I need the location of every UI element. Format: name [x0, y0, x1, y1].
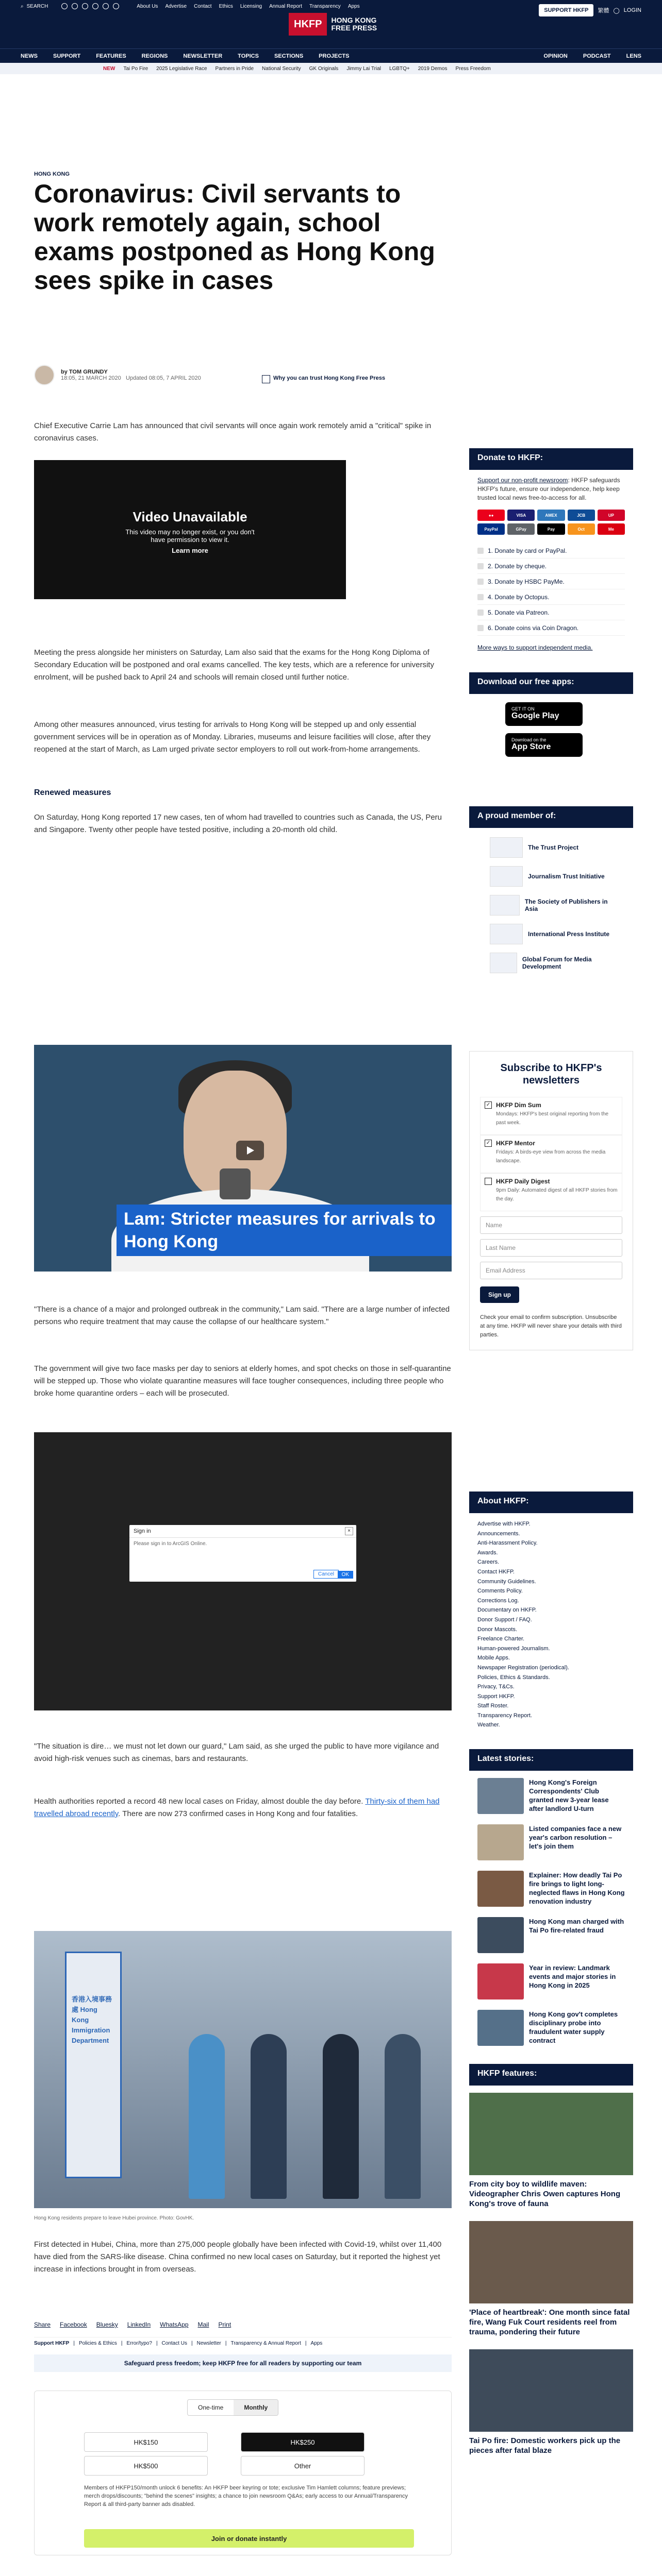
updated-date: Updated 08:05, 7 APRIL 2020 [125, 375, 201, 381]
amount-option[interactable]: HK$500 [84, 2456, 208, 2476]
trending-item[interactable]: Press Freedom [455, 65, 491, 72]
paragraph: The government will give two face masks per day to seniors at elderly homes, and spot checks on those in self-quarantine will be stepped up. Those who violate quarantine measures will face tougher consequences, including three people who broke home quarantine orders – each will be prosecuted. [34, 1364, 451, 1398]
story-item[interactable]: Listed companies face a new year's carbon resolution – let's join them [477, 1824, 625, 1871]
donate-widget: Donate to HKFP: Support our non-profit newsroom: HKFP safeguards HKFP's future, ensure our independence, help keep trusted local news free-to-access for all. ●● VISA AMEX JCB UP PayPal GPay Pay Oct Me 1. Donate by card or PayPal. 2. Donate by cheque. 3. Donate by HSBC PayMe. 4. Donate by Octopus. 5. Donate via Patreon. 6. Donate coins via Coin Dragon. More ways to support independent media. [469, 448, 633, 658]
trending-item[interactable]: 2019 Demos [418, 65, 448, 72]
monthly-option[interactable]: Monthly [234, 2400, 278, 2415]
instagram-icon[interactable] [82, 3, 88, 9]
share-bluesky[interactable]: Bluesky [96, 2321, 118, 2328]
member-org[interactable]: The Society of Publishers in Asia [490, 891, 613, 920]
sopa-logo [490, 895, 520, 916]
licensing-link[interactable]: Licensing [240, 3, 262, 9]
newsletter-title: Subscribe to HKFP's newsletters [500, 1062, 602, 1086]
about-item[interactable]: Corrections Log. [477, 1597, 519, 1604]
cancel-button[interactable]: Cancel [313, 1570, 339, 1579]
donation-method[interactable]: 3. Donate by HSBC PayMe. [477, 574, 625, 589]
email-icon[interactable] [113, 3, 119, 9]
annual-report-link[interactable]: Annual Report [269, 3, 303, 9]
proud-member-widget: A proud member of: The Trust Project Journalism Trust Initiative The Society of Publishers in Asia International Press Institute Global Forum for Media Development [469, 806, 633, 982]
error-link[interactable]: Error/typo? [126, 2341, 152, 2346]
about-item[interactable]: Anti-Harassment Policy. [477, 1540, 538, 1547]
site-header [0, 7, 662, 48]
latest-widget: Latest stories: Hong Kong's Foreign Correspondents' Club granted new 3-year lease after landlord U-turn Listed companies face a new year's carbon resolution – let's join them Explainer: How deadly Tai Po fire brings to light long-neglected flaws in Hong Kong renovation industry Hong Kong man charged with Tai Po fire-related fraud Year in review: Landmark events and major stories in Hong Kong in 2025 Hong Kong gov't completes disciplinary probe into fraudulent water supply contract [469, 1749, 633, 2063]
nav-lens[interactable]: LENS [626, 53, 641, 59]
apps-widget: Download our free apps: GET IT ON Google Play Download on the App Store [469, 672, 633, 765]
sign-in-dialog: Sign in × Please sign in to ArcGIS Online. Cancel OK [129, 1525, 356, 1582]
share-label: Share [34, 2321, 51, 2328]
policies-link[interactable]: Policies & Ethics [78, 2341, 117, 2346]
paragraph: "The situation is dire… we must not let down our guard," Lam said, as she urged the public to have more vigilance and avoid high-risk venues such as cinemas, bars and restaurants. [34, 1742, 439, 1763]
trending-item[interactable]: GK Originals [309, 65, 339, 72]
language-link[interactable]: 繁體 [598, 8, 609, 14]
about-item[interactable]: Community Guidelines. [477, 1578, 536, 1585]
about-item[interactable]: Announcements. [477, 1530, 520, 1537]
transparency-report-link[interactable]: Transparency & Annual Report [230, 2341, 301, 2346]
frequency-toggle [187, 2399, 278, 2416]
trending-item[interactable]: Partners in Pride [215, 65, 254, 72]
trending-bar [0, 63, 662, 74]
app-store-badge[interactable]: Download on the App Store [505, 733, 583, 757]
immigration-banner: 香港入境事務處 Hong Kong Immigration Department [65, 1952, 122, 2178]
nav-news[interactable]: NEWS [21, 53, 38, 59]
close-icon[interactable]: × [345, 1527, 353, 1535]
share-whatsapp[interactable]: WhatsApp [160, 2321, 189, 2328]
nav-support[interactable]: SUPPORT [53, 53, 81, 59]
advertise-link[interactable]: Advertise [165, 3, 187, 9]
paragraph: Meeting the press alongside her ministers on Saturday, Lam also said that the exams for the Hong Kong Diploma of Secondary Education will be postponed and oral exams cancelled. The key tests, which are a reference for university enrolment, will be pushed back to April 24 and schools will remain closed until further notice. [34, 648, 434, 682]
about-item[interactable]: Contact HKFP. [477, 1568, 515, 1575]
jti-logo [490, 866, 523, 887]
newsletter-option[interactable]: ✓ HKFP Mentor Fridays: A birds-eye view from across the media landscape. [480, 1135, 622, 1173]
about-item[interactable]: Mobile Apps. [477, 1655, 510, 1662]
donate-title: Donate to HKFP: [469, 448, 633, 470]
youtube-icon[interactable] [92, 3, 98, 9]
coin-icon [477, 625, 484, 631]
about-item[interactable]: Donor Mascots. [477, 1626, 518, 1633]
paragraph: Chief Executive Carrie Lam has announced that civil servants will once again work remotely amid a "critical" spike in coronavirus cases. [34, 421, 432, 443]
about-item[interactable]: Donor Support / FAQ. [477, 1616, 532, 1623]
about-item[interactable]: Freelance Charter. [477, 1636, 525, 1642]
newsletter-note: Check your email to confirm subscription. Unsubscribe at any time. HKFP will never share your details with third parties. [480, 1314, 622, 1338]
donate-link[interactable]: Support our non-profit newsroom [477, 477, 568, 484]
author-link[interactable]: by TOM GRUNDY [61, 369, 108, 375]
play-icon[interactable] [236, 1141, 264, 1160]
article-photo [34, 1931, 452, 2208]
paragraph: Among other measures announced, virus testing for arrivals to Hong Kong will be stepped up and only essential government services will be in operation as of Monday. Libraries, museums and leisure facilities will close, after they reopened at the start of March, as Lam urged private sector employers to roll out work-from-home arrangements. [34, 720, 431, 754]
about-item[interactable]: Policies, Ethics & Standards. [477, 1674, 550, 1681]
checkbox[interactable] [485, 1178, 492, 1185]
search-icon: ⌕ [21, 3, 24, 9]
trending-label: NEW [103, 65, 115, 72]
gfmd-logo [490, 953, 517, 973]
threads-icon[interactable] [103, 3, 109, 9]
trust-project-logo [490, 837, 523, 858]
video-embed[interactable]: Video Unavailable This video may no longer exist, or you don't have permission to view it. Learn more [34, 460, 346, 599]
share-facebook[interactable]: Facebook [60, 2321, 87, 2328]
paragraph: First detected in Hubei, China, more than 275,000 people globally have been infected with Covid-19, whilst over 11,400 have died from the SARS-like disease. China confirmed no new local cases on Saturday, but it reported the highest yet increase in infections brought in from overseas. [34, 2240, 442, 2274]
about-item[interactable]: Human-powered Journalism. [477, 1645, 550, 1652]
newsletter-widget [469, 1051, 633, 1350]
name-input[interactable]: Name [480, 1216, 622, 1234]
article-title: Coronavirus: Civil servants to work remotely again, school exams postponed as Hong Kong sees spike in cases [34, 179, 435, 295]
about-link[interactable]: About Us [137, 3, 158, 9]
sign-up-button[interactable]: Sign up [480, 1286, 519, 1303]
about-item[interactable]: Careers. [477, 1559, 500, 1566]
logo-mark: HKFP [289, 13, 327, 36]
member-org[interactable]: International Press Institute [490, 920, 613, 948]
contact-us-link[interactable]: Contact Us [161, 2341, 188, 2346]
trending-item[interactable]: LGBTQ+ [389, 65, 410, 72]
donation-form [34, 2391, 452, 2555]
member-org[interactable]: Global Forum for Media Development [490, 948, 613, 977]
trending-item[interactable]: 2025 Legislative Race [156, 65, 207, 72]
ok-button[interactable]: OK [338, 1571, 353, 1579]
login-link[interactable]: LOGIN [623, 7, 641, 13]
apps-link[interactable]: Apps [347, 3, 360, 9]
paragraph: On Saturday, Hong Kong reported 17 new cases, ten of whom had travelled to countries such as Canada, the US, Peru and Singapore. Twenty other people have tested positive, including a 20-month old child. [34, 813, 442, 834]
donation-method[interactable]: 2. Donate by cheque. [477, 558, 625, 574]
payme-icon [477, 579, 484, 585]
learn-more-link[interactable]: Learn more [172, 547, 208, 554]
google-play-badge[interactable]: GET IT ON Google Play [505, 702, 583, 726]
about-item[interactable]: Weather. [477, 1722, 500, 1728]
donation-methods [477, 543, 625, 636]
about-item[interactable]: Newspaper Registration (periodical). [477, 1664, 569, 1671]
checkbox[interactable]: ✓ [485, 1101, 492, 1109]
about-item[interactable]: Support HKFP. [477, 1693, 515, 1700]
about-item[interactable]: Transparency Report. [477, 1712, 532, 1719]
youtube-embed[interactable] [34, 1045, 452, 1272]
nav-sections[interactable]: SECTIONS [274, 53, 304, 59]
member-org[interactable]: Journalism Trust Initiative [490, 862, 613, 891]
nav-topics[interactable]: TOPICS [238, 53, 259, 59]
trust-link[interactable]: Why you can trust Hong Kong Free Press [262, 375, 385, 383]
nav-newsletter[interactable]: NEWSLETTER [183, 53, 223, 59]
facebook-icon[interactable] [72, 3, 78, 9]
about-item[interactable]: Advertise with HKFP. [477, 1521, 531, 1527]
x-icon[interactable] [61, 3, 68, 9]
member-org[interactable]: The Trust Project [490, 833, 613, 862]
feature-item[interactable]: 'Place of heartbreak': One month since fatal fire, Wang Fuk Court residents reel from trauma, pondering their future [469, 2221, 633, 2337]
article-category[interactable]: HONG KONG [34, 171, 70, 177]
subheading: Renewed measures [34, 788, 111, 797]
share-print[interactable]: Print [218, 2321, 231, 2328]
nav-projects[interactable]: PROJECTS [319, 53, 350, 59]
trending-item[interactable]: Tai Po Fire [123, 65, 148, 72]
paragraph: "There is a chance of a major and prolonged outbreak in the community," Lam said. "There are a large number of infected persons who require treatment that may cause the collapse of our healthcare system." [34, 1305, 450, 1326]
about-item[interactable]: Awards. [477, 1549, 498, 1556]
about-widget: About HKFP: Advertise with HKFP. Announcements. Anti-Harassment Policy. Awards. Careers. Contact HKFP. Community Guidelines. Comments Policy. Corrections Log. Documentary on HKFP. Donor Support / FAQ. Donor Mascots. Freelance Charter. Human-powered Journalism. Mobile Apps. Newspaper Registration (periodical). Policies, Ethics & Standards. Privacy, T&Cs. Support HKFP. Staff Roster. Transparency Report. Weather. [469, 1492, 633, 1736]
video-caption: Lam: Stricter measures for arrivals to Hong Kong [117, 1205, 452, 1256]
story-item[interactable]: Hong Kong's Foreign Correspondents' Club granted new 3-year lease after landlord U-turn [477, 1778, 625, 1824]
donate-banner[interactable]: Safeguard press freedom; keep HKFP free for all readers by supporting our team [34, 2354, 452, 2372]
ipi-logo [490, 924, 523, 944]
nav-podcast[interactable]: PODCAST [583, 53, 611, 59]
trending-item[interactable]: National Security [262, 65, 301, 72]
about-item[interactable]: Comments Policy. [477, 1588, 523, 1595]
story-item[interactable]: Year in review: Landmark events and major stories in Hong Kong in 2025 [477, 1963, 625, 2010]
logo-text: HONG KONG FREE PRESS [331, 16, 377, 32]
last-name-input[interactable]: Last Name [480, 1239, 622, 1257]
share-linkedin[interactable]: LinkedIn [127, 2321, 151, 2328]
footer-links: Support HKFP | Policies & Ethics | Error/typo? | Contact Us | Newsletter | Transparency & Annual Report | Apps [34, 2337, 452, 2346]
share-mail[interactable]: Mail [197, 2321, 209, 2328]
card-logos: ●● VISA AMEX JCB UP PayPal GPay Pay Oct Me [477, 510, 625, 535]
header-actions [539, 4, 641, 16]
ethics-link[interactable]: Ethics [219, 3, 233, 9]
about-item[interactable]: Documentary on HKFP. [477, 1607, 537, 1614]
donation-method[interactable]: 4. Donate by Octopus. [477, 589, 625, 605]
newsletter-option[interactable]: ✓ HKFP Dim Sum Mondays: HKFP's best original reporting from the past week. [480, 1097, 622, 1135]
trending-item[interactable]: Jimmy Lai Trial [346, 65, 381, 72]
author-avatar [34, 365, 55, 385]
site-logo[interactable] [289, 0, 377, 48]
nav-opinion[interactable]: OPINION [543, 53, 568, 59]
byline [34, 365, 201, 385]
octopus-icon [477, 594, 484, 600]
donation-method[interactable]: 5. Donate via Patreon. [477, 605, 625, 620]
amount-option-selected[interactable]: HK$250 [241, 2432, 365, 2452]
inline-link[interactable]: Thirty-six of them had travelled abroad recently [34, 1797, 440, 1818]
patreon-icon [477, 609, 484, 616]
features-widget: HKFP features: From city boy to wildlife maven: Videographer Chris Owen captures Hong Kong's trove of fauna 'Place of heartbreak': One month since fatal fire, Wang Fuk Court residents reel from trauma, pondering their future Tai Po fire: Domestic workers pick up the pieces after fatal blaze [469, 2064, 633, 2463]
trust-icon [262, 375, 270, 383]
map-embed [34, 1432, 452, 1710]
social-icons [61, 3, 119, 9]
user-icon[interactable]: ◯ [613, 7, 620, 14]
story-item[interactable]: Hong Kong man charged with Tai Po fire-related fraud [477, 1917, 625, 1963]
about-item[interactable]: Staff Roster. [477, 1703, 509, 1709]
amount-option[interactable]: HK$150 [84, 2432, 208, 2452]
about-list [469, 1513, 633, 1736]
newsletter-link[interactable]: Newsletter [196, 2341, 221, 2346]
transparency-link[interactable]: Transparency [309, 3, 341, 9]
story-item[interactable]: Hong Kong gov't completes disciplinary probe into fraudulent water supply contract [477, 2010, 625, 2056]
newsletter-option[interactable]: HKFP Daily Digest 9pm Daily: Automated digest of all HKFP stories from the day. [480, 1173, 622, 1211]
more-ways-link[interactable]: More ways to support independent media. [477, 644, 593, 651]
story-item[interactable]: Explainer: How deadly Tai Po fire brings to light long-neglected flaws in Hong Kong renovation industry [477, 1871, 625, 1917]
contact-link[interactable]: Contact [194, 3, 212, 9]
nav-features[interactable]: FEATURES [96, 53, 126, 59]
support-link[interactable]: Support HKFP [34, 2341, 70, 2346]
card-icon [477, 548, 484, 554]
feature-item[interactable]: Tai Po fire: Domestic workers pick up the pieces after fatal blaze [469, 2349, 633, 2455]
one-time-option[interactable]: One-time [198, 2404, 224, 2411]
member-benefits: Members of HKFP150/month unlock 6 benefits: An HKFP beer keyring or tote; exclusive Tim Hamlett columns; feature previews; merch drops/discounts; "behind the scenes" insights; a chance to join newsroom Q&As; early access to our Annual/Transparency Report & all third-party banner ads disabled. [84, 2485, 408, 2507]
cheque-icon [477, 563, 484, 569]
publish-date: 18:05, 21 MARCH 2020 [61, 375, 121, 381]
feature-item[interactable]: From city boy to wildlife maven: Videographer Chris Owen captures Hong Kong's trove of fauna [469, 2093, 633, 2209]
support-hkfp-button[interactable]: SUPPORT HKFP [539, 4, 593, 16]
nav-regions[interactable]: REGIONS [141, 53, 168, 59]
apps-footer-link[interactable]: Apps [310, 2341, 323, 2346]
join-button[interactable]: Join or donate instantly [84, 2529, 414, 2548]
email-input[interactable]: Email Address [480, 1262, 622, 1279]
donation-method[interactable]: 1. Donate by card or PayPal. [477, 543, 625, 558]
donation-method[interactable]: 6. Donate coins via Coin Dragon. [477, 620, 625, 636]
paragraph: Health authorities reported a record 48 new local cases on Friday, almost double the day before. Thirty-six of them had travelled abroad recently. There are now 273 confirmed cases in Hong Kong and four fatalities. [34, 1797, 440, 1818]
main-nav [0, 48, 662, 63]
checkbox[interactable]: ✓ [485, 1140, 492, 1147]
share-bar [34, 2321, 231, 2328]
amount-other[interactable]: Other [241, 2456, 365, 2476]
photo-caption: Hong Kong residents prepare to leave Hubei province. Photo: GovHK. [34, 2215, 194, 2221]
search-link[interactable]: ⌕ SEARCH [21, 3, 48, 9]
about-item[interactable]: Privacy, T&Cs. [477, 1684, 515, 1690]
